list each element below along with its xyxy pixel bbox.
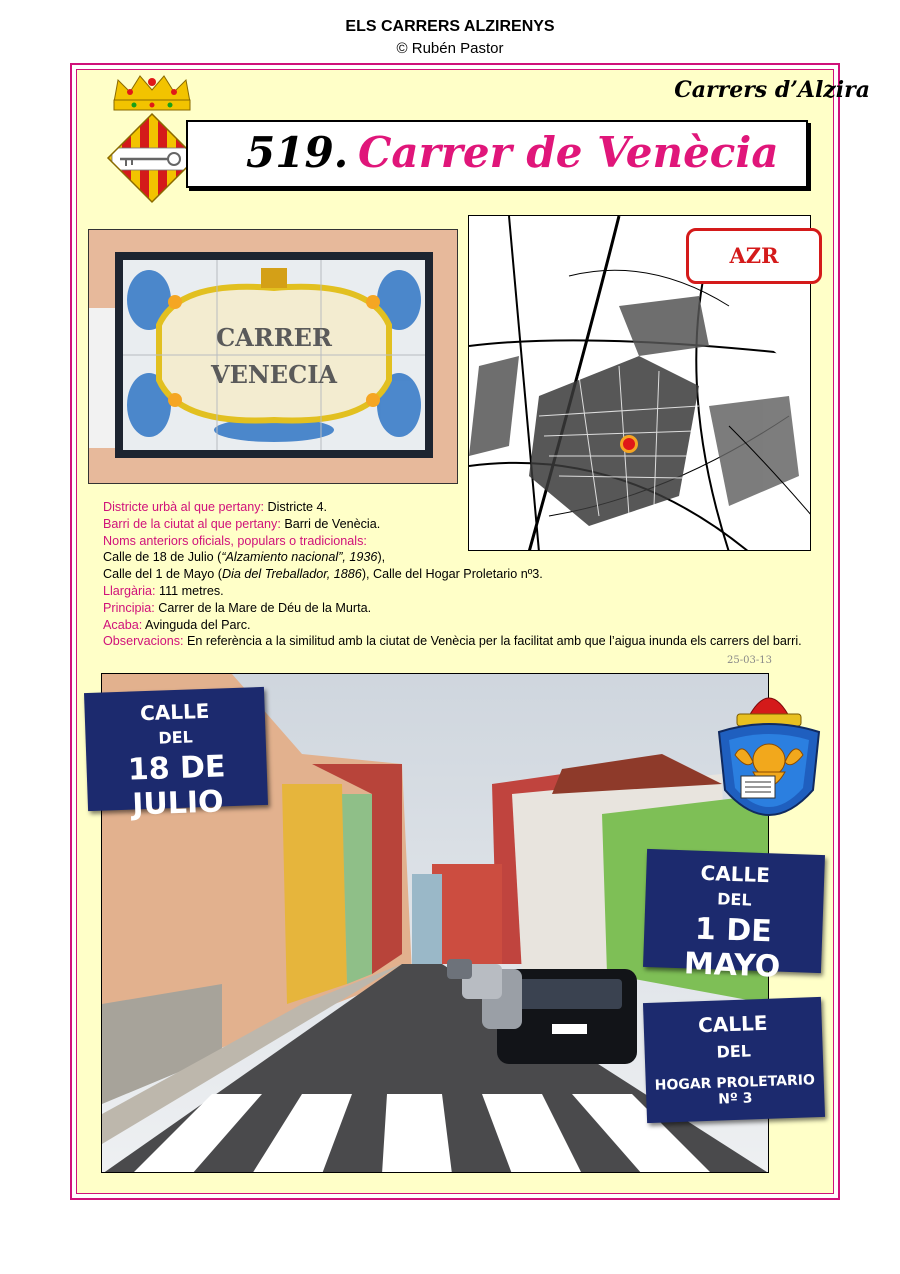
brand-title: Carrers d’Alzira — [674, 77, 870, 103]
street-sign-hogar-proletario: CALLE DEL HOGAR PROLETARIO Nº 3 — [643, 997, 825, 1123]
info-acaba: Acaba: Avinguda del Parc. — [103, 617, 251, 632]
page-header-author: © Rubén Pastor — [396, 40, 504, 57]
info-principia: Principia: Carrer de la Mare de Déu de la Murta. — [103, 600, 372, 615]
tile-sign-line2: VENECIA — [210, 360, 338, 389]
street-info — [103, 499, 818, 650]
info-observacions: Observacions: En referència a la similitud amb la ciutat de Venècia per la facilitat amb que l’aigua inunda els carrers del barri. — [103, 634, 802, 649]
info-llargaria: Llargària: 111 metres. — [103, 583, 224, 598]
sheet-date: 25-03-13 — [727, 655, 772, 666]
info-noms-line2: Calle del 1 de Mayo (Dia del Treballador, 1886), Calle del Hogar Proletario nº3. — [103, 567, 543, 582]
street-name: Carrer de Venècia — [358, 128, 779, 177]
venice-lion-shield-icon — [713, 680, 825, 842]
info-noms-label: Noms anteriors oficials, populars o tradicionals: — [103, 533, 367, 548]
street-sign-1-de-mayo: CALLE DEL 1 DE MAYO — [643, 849, 825, 973]
info-district: Districte urbà al que pertany: Districte 4. — [103, 500, 327, 514]
tile-sign-line1: CARRER — [216, 323, 332, 352]
street-sign-18-de-julio: CALLE DEL 18 DE JULIO — [84, 687, 268, 811]
street-sign-photo-art — [89, 230, 458, 484]
street-sign-photo — [88, 229, 458, 484]
street-number: 519. — [246, 128, 349, 177]
page-header-title: ELS CARRERS ALZIRENYS — [345, 18, 555, 35]
info-noms-line1: Calle de 18 de Julio (“Alzamiento nacional”, 1936), — [103, 550, 386, 565]
map-badge: AZR — [686, 228, 822, 284]
info-barri: Barri de la ciutat al que pertany: Barri de Venècia. — [103, 516, 381, 531]
street-title-box — [186, 120, 808, 188]
